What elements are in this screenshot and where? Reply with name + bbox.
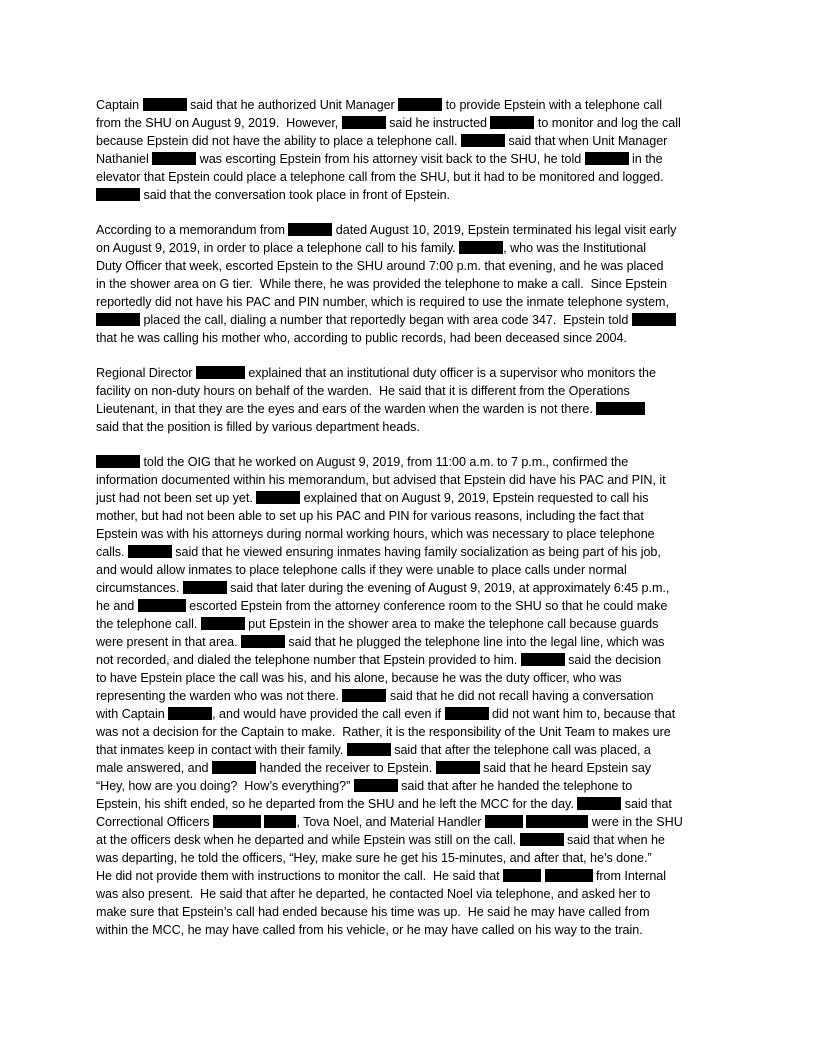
- redaction-box: [183, 581, 227, 594]
- redaction-box: [632, 313, 676, 326]
- text-segment: told the OIG that he worked on August 9, 2019, from 11:00 a.m. to 7 p.m., confirmed the: [140, 455, 629, 469]
- text-segment: in the shower area on G tier. While there, he was provided the telephone to make a call. Since Epstein: [96, 277, 667, 291]
- text-segment: said that when Unit Manager: [504, 134, 668, 148]
- text-line: [96, 418, 724, 436]
- text-segment: in the: [628, 152, 663, 166]
- text-line: [96, 795, 724, 813]
- redaction-box: [264, 815, 296, 828]
- text-segment: According to a memorandum from: [96, 223, 289, 237]
- text-segment: put Epstein in the shower area to make the telephone call because guards: [244, 617, 659, 631]
- text-segment: , who was the Institutional: [503, 241, 647, 255]
- text-segment: said the decision: [564, 653, 662, 667]
- redaction-box: [342, 116, 386, 129]
- redaction-box: [96, 188, 140, 201]
- paragraph: [96, 453, 724, 939]
- text-line: [96, 96, 724, 114]
- text-segment: just had not been set up yet.: [96, 491, 257, 505]
- text-segment: said that he did not recall having a conversation: [386, 689, 654, 703]
- text-line: [96, 364, 724, 382]
- text-line: [96, 651, 724, 669]
- text-line: [96, 759, 724, 777]
- redaction-box: [213, 815, 261, 828]
- redaction-box: [577, 797, 621, 810]
- redaction-box: [445, 707, 489, 720]
- paragraph: [96, 221, 724, 347]
- text-line: [96, 257, 724, 275]
- text-segment: said he instructed: [385, 116, 491, 130]
- text-line: [96, 168, 724, 186]
- text-segment: said that when he: [563, 833, 665, 847]
- text-line: [96, 471, 724, 489]
- text-segment: information documented within his memorandum, but advised that Epstein did have his PAC and PIN, it: [96, 473, 666, 487]
- redaction-box: [96, 455, 140, 468]
- redaction-box: [596, 402, 645, 415]
- text-segment: was not a decision for the Captain to make. Rather, it is the responsibility of the Unit Team to makes ure: [96, 725, 671, 739]
- text-segment: from the SHU on August 9, 2019. However,: [96, 116, 342, 130]
- text-segment: representing the warden who was not there.: [96, 689, 343, 703]
- redaction-box: [347, 743, 391, 756]
- text-line: [96, 329, 724, 347]
- text-segment: make sure that Epstein’s call had ended because his time was up. He said he may have called from: [96, 905, 650, 919]
- redaction-box: [398, 98, 442, 111]
- text-segment: to provide Epstein with a telephone call: [442, 98, 663, 112]
- redaction-box: [138, 599, 186, 612]
- text-line: [96, 489, 724, 507]
- redaction-box: [196, 366, 245, 379]
- text-segment: and would allow inmates to place telephone calls if they were unable to place calls under normal: [96, 563, 627, 577]
- text-line: [96, 382, 724, 400]
- redaction-box: [503, 869, 541, 882]
- text-line: [96, 453, 724, 471]
- text-segment: calls.: [96, 545, 128, 559]
- text-segment: the telephone call.: [96, 617, 201, 631]
- redaction-box: [256, 491, 300, 504]
- text-line: [96, 669, 724, 687]
- redaction-box: [521, 653, 565, 666]
- text-line: [96, 275, 724, 293]
- text-segment: that inmates keep in contact with their family.: [96, 743, 347, 757]
- text-line: [96, 921, 724, 939]
- redaction-box: [459, 241, 503, 254]
- text-segment: , and would have provided the call even if: [212, 707, 445, 721]
- text-line: [96, 150, 724, 168]
- text-segment: elevator that Epstein could place a telephone call from the SHU, but it had to be monitored and logged.: [96, 170, 664, 184]
- text-segment: said that he viewed ensuring inmates having family socialization as being part of his job,: [171, 545, 661, 559]
- text-segment: to have Epstein place the call was his, and his alone, because he was the duty officer, who was: [96, 671, 622, 685]
- text-segment: Epstein was with his attorneys during normal working hours, which was necessary to place telephone: [96, 527, 655, 541]
- text-line: [96, 114, 724, 132]
- paragraph: [96, 96, 724, 204]
- text-line: [96, 311, 724, 329]
- text-line: [96, 903, 724, 921]
- redaction-box: [342, 689, 386, 702]
- text-segment: said that: [621, 797, 672, 811]
- text-segment: was escorting Epstein from his attorney visit back to the SHU, he told: [196, 152, 585, 166]
- text-segment: placed the call, dialing a number that reportedly began with area code 347. Epstein told: [140, 313, 632, 327]
- text-line: [96, 221, 724, 239]
- redaction-box: [288, 223, 332, 236]
- redaction-box: [526, 815, 588, 828]
- redaction-box: [168, 707, 212, 720]
- text-segment: reportedly did not have his PAC and PIN number, which is required to use the inmate telephone system,: [96, 295, 669, 309]
- text-line: [96, 741, 724, 759]
- text-segment: handed the receiver to Epstein.: [255, 761, 436, 775]
- redaction-box: [490, 116, 534, 129]
- text-line: [96, 239, 724, 257]
- redaction-box: [436, 761, 480, 774]
- text-line: [96, 777, 724, 795]
- text-segment: Lieutenant, in that they are the eyes and ears of the warden when the warden is not there.: [96, 402, 597, 416]
- text-segment: said that he plugged the telephone line into the legal line, which was: [284, 635, 665, 649]
- text-line: [96, 597, 724, 615]
- text-line: [96, 400, 724, 418]
- text-segment: from Internal: [592, 869, 666, 883]
- text-segment: facility on non-duty hours on behalf of the warden. He said that it is different from the Operations: [96, 384, 630, 398]
- text-line: [96, 885, 724, 903]
- redaction-box: [212, 761, 256, 774]
- text-segment: Captain: [96, 98, 143, 112]
- text-line: [96, 723, 724, 741]
- text-segment: Correctional Officers: [96, 815, 213, 829]
- text-line: [96, 633, 724, 651]
- text-segment: mother, but had not been able to set up his PAC and PIN for various reasons, including the fact that: [96, 509, 644, 523]
- text-line: [96, 579, 724, 597]
- text-line: [96, 705, 724, 723]
- text-segment: said that after he handed the telephone to: [397, 779, 633, 793]
- text-segment: did not want him to, because that: [488, 707, 676, 721]
- redaction-box: [354, 779, 398, 792]
- text-line: [96, 849, 724, 867]
- text-segment: not recorded, and dialed the telephone number that Epstein provided to him.: [96, 653, 521, 667]
- text-segment: , Tova Noel, and Material Handler: [296, 815, 485, 829]
- text-segment: explained that on August 9, 2019, Epstein requested to call his: [300, 491, 649, 505]
- text-segment: to monitor and log the call: [534, 116, 681, 130]
- text-line: [96, 525, 724, 543]
- redaction-box: [241, 635, 285, 648]
- redaction-box: [152, 152, 196, 165]
- text-segment: said that later during the evening of August 9, 2019, at approximately 6:45 p.m.,: [226, 581, 670, 595]
- text-line: [96, 543, 724, 561]
- paragraph: [96, 364, 724, 436]
- text-segment: escorted Epstein from the attorney conference room to the SHU so that he could make: [185, 599, 668, 613]
- text-segment: He did not provide them with instructions to monitor the call. He said that: [96, 869, 504, 883]
- text-line: [96, 186, 724, 204]
- redaction-box: [96, 313, 140, 326]
- text-line: [96, 615, 724, 633]
- redaction-box: [585, 152, 629, 165]
- text-segment: said that after the telephone call was placed, a: [390, 743, 651, 757]
- redaction-box: [520, 833, 564, 846]
- text-segment: was also present. He said that after he departed, he contacted Noel via telephone, and asked her to: [96, 887, 651, 901]
- redaction-box: [128, 545, 172, 558]
- text-segment: were in the SHU: [588, 815, 683, 829]
- text-segment: Duty Officer that week, escorted Epstein to the SHU around 7:00 p.m. that evening, and he was placed: [96, 259, 664, 273]
- text-segment: dated August 10, 2019, Epstein terminated his legal visit early: [332, 223, 677, 237]
- redaction-box: [485, 815, 523, 828]
- text-line: [96, 867, 724, 885]
- text-segment: at the officers desk when he departed and while Epstein was still on the call.: [96, 833, 520, 847]
- text-segment: were present in that area.: [96, 635, 241, 649]
- text-segment: that he was calling his mother who, according to public records, had been deceased since 2004.: [96, 331, 627, 345]
- redaction-box: [461, 134, 505, 147]
- text-line: [96, 561, 724, 579]
- redaction-box: [143, 98, 187, 111]
- text-line: [96, 507, 724, 525]
- text-segment: circumstances.: [96, 581, 183, 595]
- text-segment: within the MCC, he may have called from his vehicle, or he may have called on his way to the train.: [96, 923, 643, 937]
- text-segment: Epstein, his shift ended, so he departed from the SHU and he left the MCC for the day.: [96, 797, 578, 811]
- text-segment: with Captain: [96, 707, 169, 721]
- text-line: [96, 687, 724, 705]
- text-line: [96, 132, 724, 150]
- text-segment: male answered, and: [96, 761, 212, 775]
- text-line: [96, 831, 724, 849]
- document-page: [96, 96, 724, 956]
- text-segment: said that he heard Epstein say: [479, 761, 652, 775]
- redaction-box: [545, 869, 593, 882]
- text-segment: said that the conversation took place in front of Epstein.: [140, 188, 450, 202]
- text-segment: explained that an institutional duty officer is a supervisor who monitors the: [244, 366, 656, 380]
- text-segment: because Epstein did not have the ability to place a telephone call.: [96, 134, 461, 148]
- text-segment: “Hey, how are you doing? How’s everything?”: [96, 779, 354, 793]
- text-segment: he and: [96, 599, 138, 613]
- text-line: [96, 293, 724, 311]
- text-segment: said that the position is filled by various department heads.: [96, 420, 420, 434]
- text-line: [96, 813, 724, 831]
- text-segment: Regional Director: [96, 366, 196, 380]
- text-segment: on August 9, 2019, in order to place a telephone call to his family.: [96, 241, 460, 255]
- text-segment: Nathaniel: [96, 152, 153, 166]
- text-segment: said that he authorized Unit Manager: [186, 98, 399, 112]
- redaction-box: [201, 617, 245, 630]
- text-segment: was departing, he told the officers, “Hey, make sure he get his 15-minutes, and after that, he’s done.”: [96, 851, 652, 865]
